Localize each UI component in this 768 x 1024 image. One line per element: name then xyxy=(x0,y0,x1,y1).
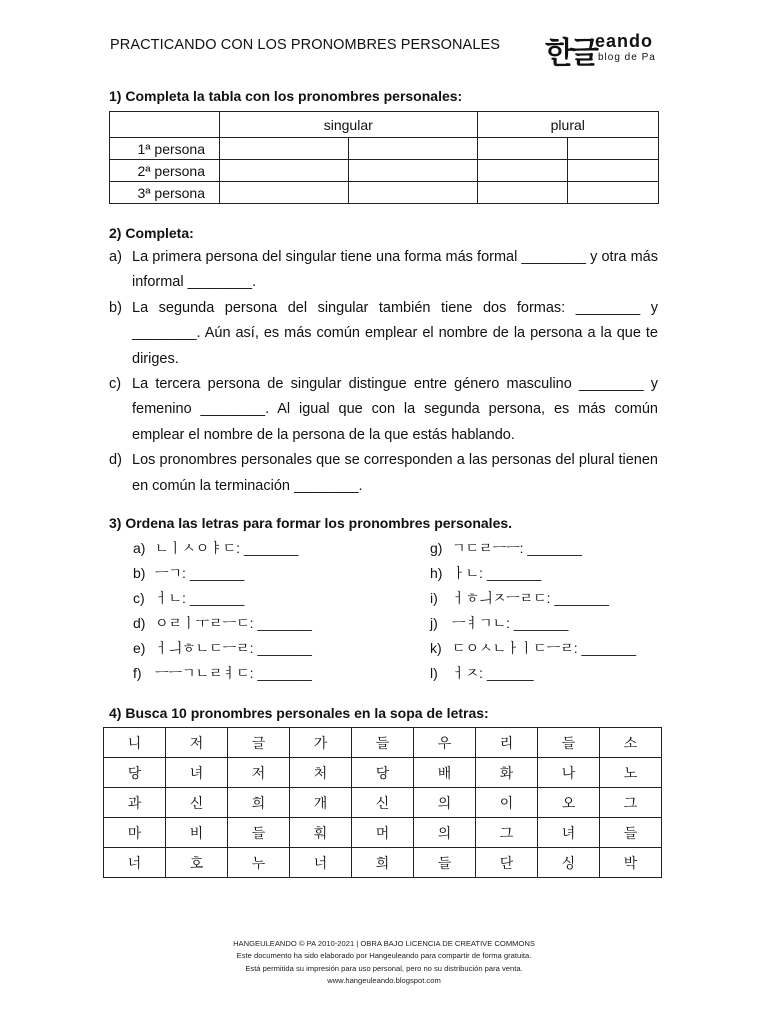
list-item xyxy=(430,588,609,608)
footer-license: HANGEULEANDO © PA 2010-2021 | OBRA BAJO LICENCIA DE CREATIVE COMMONS xyxy=(233,939,535,948)
grid-cell[interactable]: 너 xyxy=(290,848,352,878)
grid-cell[interactable]: 비 xyxy=(166,818,228,848)
exercise-4-heading: 4) Busca 10 pronombres personales en la sopa de letras: xyxy=(109,705,489,721)
grid-cell[interactable]: 누 xyxy=(228,848,290,878)
list-item xyxy=(430,638,636,658)
grid-cell[interactable]: 녀 xyxy=(166,758,228,788)
item-text: La tercera persona de singular distingue entre género masculino ________ y femenino ________. Al igual que con la segunda persona, es más común emplear el nombre de la persona de la que estás hablando. xyxy=(132,376,658,443)
item-letter: h) xyxy=(430,565,443,581)
grid-cell[interactable]: 우 xyxy=(414,728,476,758)
grid-cell[interactable]: 그 xyxy=(600,788,662,818)
grid-cell[interactable]: 신 xyxy=(166,788,228,818)
item-letter: d) xyxy=(109,452,122,469)
list-item xyxy=(430,563,541,583)
grid-cell[interactable]: 신 xyxy=(352,788,414,818)
item-letter: b) xyxy=(109,299,122,316)
grid-cell[interactable]: 당 xyxy=(352,758,414,788)
answer-cell[interactable] xyxy=(220,160,349,182)
list-item xyxy=(109,245,658,296)
table-corner-cell xyxy=(110,112,220,138)
pronoun-table xyxy=(109,111,659,204)
grid-cell[interactable]: 들 xyxy=(414,848,476,878)
answer-cell[interactable] xyxy=(220,138,349,160)
grid-cell[interactable]: 마 xyxy=(104,818,166,848)
item-letter: g) xyxy=(430,540,443,556)
row-label: 2ª persona xyxy=(110,160,220,182)
list-item xyxy=(133,638,312,658)
item-text: Los pronombres personales que se corresponden a las personas del plural tienen en común la terminación ________. xyxy=(132,452,658,494)
grid-cell[interactable]: 저 xyxy=(228,758,290,788)
grid-cell[interactable]: 호 xyxy=(166,848,228,878)
item-letter: l) xyxy=(430,665,438,681)
grid-cell[interactable]: 개 xyxy=(290,788,352,818)
footer-link[interactable]: www.hangeuleando.blogspot.com xyxy=(327,975,441,985)
logo-latin: eando xyxy=(595,31,654,51)
item-letter: b) xyxy=(133,565,146,581)
answer-cell[interactable] xyxy=(568,160,659,182)
item-text: ㅇㄹㅣㅜㄹㅡㄷ: _______ xyxy=(155,615,312,631)
item-text: ㅓㅢㅎㄴㄷㅡㄹ: _______ xyxy=(155,640,312,656)
exercise-3-right-column xyxy=(430,538,730,688)
item-text: La segunda persona del singular también tiene dos formas: ________ y ________. Aún así, es más común emplear el nombre de la persona a la que te diriges. xyxy=(132,299,658,367)
exercise-2-list xyxy=(109,245,658,499)
row-label: 1ª persona xyxy=(110,138,220,160)
grid-cell[interactable]: 리 xyxy=(476,728,538,758)
grid-cell[interactable]: 들 xyxy=(352,728,414,758)
item-letter: i) xyxy=(430,590,438,606)
item-text: ㄴㅣㅅㅇㅑㄷ: _______ xyxy=(155,540,299,556)
list-item xyxy=(133,663,312,683)
grid-cell[interactable]: 들 xyxy=(600,818,662,848)
grid-cell[interactable]: 그 xyxy=(476,818,538,848)
grid-cell[interactable]: 당 xyxy=(104,758,166,788)
grid-cell[interactable]: 노 xyxy=(600,758,662,788)
item-text: ㅡㄱ: _______ xyxy=(155,565,245,581)
answer-cell[interactable] xyxy=(477,138,568,160)
grid-cell[interactable]: 글 xyxy=(228,728,290,758)
answer-cell[interactable] xyxy=(477,160,568,182)
grid-cell[interactable]: 단 xyxy=(476,848,538,878)
list-item xyxy=(109,296,658,372)
grid-cell[interactable]: 니 xyxy=(104,728,166,758)
logo-subtitle: blog de Pa xyxy=(598,52,656,63)
list-item xyxy=(430,663,534,683)
grid-cell[interactable]: 의 xyxy=(414,788,476,818)
list-item xyxy=(133,613,312,633)
grid-cell[interactable]: 희 xyxy=(352,848,414,878)
grid-cell[interactable]: 이 xyxy=(476,788,538,818)
footer-note: Este documento ha sido elaborado por Hangeuleando para compartir de forma gratuita. xyxy=(236,951,532,961)
exercise-1-heading: 1) Completa la tabla con los pronombres personales: xyxy=(109,88,463,104)
item-letter: d) xyxy=(133,615,146,631)
item-letter: f) xyxy=(133,665,142,681)
item-text: ㅏㄴ: _______ xyxy=(452,565,542,581)
item-text: ㅡㅕㄱㄴ: _______ xyxy=(452,615,569,631)
grid-cell[interactable]: 저 xyxy=(166,728,228,758)
list-item xyxy=(133,563,244,583)
exercise-3-heading: 3) Ordena las letras para formar los pronombres personales. xyxy=(109,515,513,531)
list-item xyxy=(109,372,658,448)
item-text: ㅓㅎㅢㅈㅡㄹㄷ: _______ xyxy=(452,590,609,606)
grid-cell[interactable]: 녀 xyxy=(538,818,600,848)
item-letter: a) xyxy=(109,249,122,265)
grid-cell[interactable]: 나 xyxy=(538,758,600,788)
item-letter: c) xyxy=(133,590,145,606)
answer-cell[interactable] xyxy=(477,182,568,204)
answer-cell[interactable] xyxy=(348,138,477,160)
item-letter: c) xyxy=(109,376,122,393)
grid-cell[interactable]: 희 xyxy=(228,788,290,818)
footer xyxy=(0,938,768,987)
item-text: ㅡㅡㄱㄴㄹㅕㄷ: _______ xyxy=(155,665,312,681)
logo-hangul: 한글 xyxy=(545,36,595,71)
grid-cell[interactable]: 배 xyxy=(414,758,476,788)
answer-cell[interactable] xyxy=(568,182,659,204)
column-header-plural: plural xyxy=(477,112,658,138)
answer-cell[interactable] xyxy=(348,182,477,204)
exercise-3-left-column xyxy=(133,538,433,688)
answer-cell[interactable] xyxy=(568,138,659,160)
item-letter: k) xyxy=(430,640,442,656)
list-item xyxy=(430,613,568,633)
list-item xyxy=(109,448,658,499)
item-letter: j) xyxy=(430,615,438,631)
grid-cell[interactable]: 가 xyxy=(290,728,352,758)
grid-cell[interactable]: 너 xyxy=(104,848,166,878)
grid-cell[interactable]: 싱 xyxy=(538,848,600,878)
grid-cell[interactable]: 들 xyxy=(538,728,600,758)
logo xyxy=(540,28,670,74)
list-item xyxy=(133,538,298,558)
grid-cell[interactable]: 처 xyxy=(290,758,352,788)
exercise-2-heading: 2) Completa: xyxy=(109,225,194,241)
grid-cell[interactable]: 훠 xyxy=(290,818,352,848)
item-text: ㄱㄷㄹㅡㅡ: _______ xyxy=(452,540,582,556)
grid-cell[interactable]: 박 xyxy=(600,848,662,878)
footer-note: Está permitida su impresión para uso personal, pero no su distribución para venta. xyxy=(245,963,523,973)
grid-cell[interactable]: 소 xyxy=(600,728,662,758)
grid-cell[interactable]: 의 xyxy=(414,818,476,848)
grid-cell[interactable]: 들 xyxy=(228,818,290,848)
item-letter: a) xyxy=(133,540,146,556)
item-text: ㅓㄴ: _______ xyxy=(155,590,245,606)
grid-cell[interactable]: 오 xyxy=(538,788,600,818)
item-text: La primera persona del singular tiene una forma más formal ________ y otra más informal ________. xyxy=(132,249,658,291)
item-text: ㅓㅈ: ______ xyxy=(452,665,534,681)
row-label: 3ª persona xyxy=(110,182,220,204)
word-search-grid xyxy=(103,727,662,878)
list-item xyxy=(133,588,244,608)
grid-cell[interactable]: 화 xyxy=(476,758,538,788)
list-item xyxy=(430,538,582,558)
item-letter: e) xyxy=(133,640,146,656)
answer-cell[interactable] xyxy=(348,160,477,182)
item-text: ㄷㅇㅅㄴㅏㅣㄷㅡㄹ: _______ xyxy=(452,640,636,656)
page-title: PRACTICANDO CON LOS PRONOMBRES PERSONALES xyxy=(110,37,501,53)
grid-cell[interactable]: 머 xyxy=(352,818,414,848)
answer-cell[interactable] xyxy=(220,182,349,204)
grid-cell[interactable]: 과 xyxy=(104,788,166,818)
column-header-singular: singular xyxy=(220,112,478,138)
